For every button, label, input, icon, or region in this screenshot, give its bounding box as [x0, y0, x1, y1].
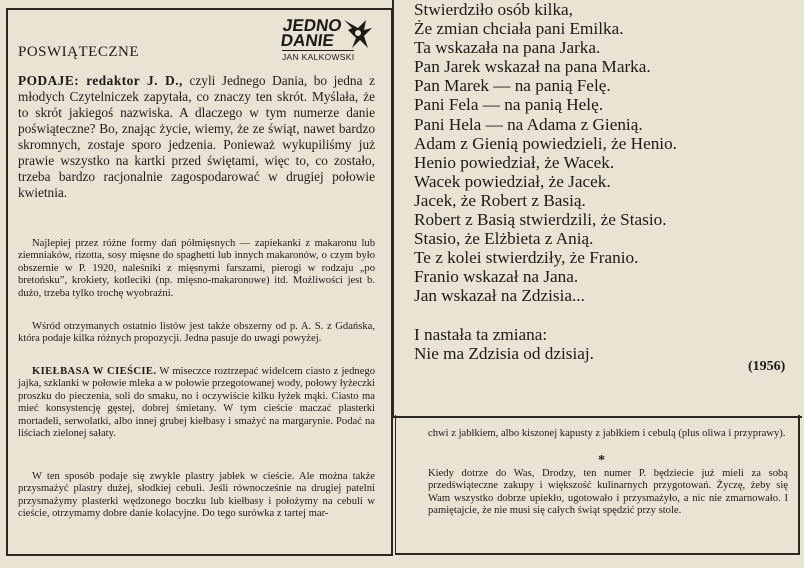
poem-line: Pan Jarek wskazał na pana Marka.: [414, 57, 651, 77]
fork-knife-icon: [340, 18, 376, 50]
poem-line: Henio powiedział, że Wacek.: [414, 152, 615, 172]
column-logo: [279, 16, 376, 66]
poem-line: Jacek, że Robert z Basią.: [414, 190, 586, 210]
recipe-title: KIEŁBASA W CIEŚCIE.: [32, 366, 157, 377]
poem-line: Franio wskazał na Jana.: [414, 267, 579, 287]
closing-paragraph: Kiedy dotrze do Was, Drodzy, ten numer P. będziecie już mieli za sobą przedświąteczne zakupy i większość kulinarnych przygotowań. Życzę, żeby się Wam wszystko dobrze upiekło, ugotowało i przysmażyło, a nic nie zmarnowało. I pamiętajcie, że nie musi się całych świąt spędzić przy stole.: [428, 468, 788, 517]
poem-line: Pani Hela — na Adama z Gienią.: [414, 114, 643, 134]
poem-line: Pan Marek — na panią Felę.: [414, 76, 611, 96]
column-divider: [392, 0, 394, 418]
paragraph-1: Najlepiej przez różne formy dań półmięsnych — zapiekanki z makaronu lub ziemniaków, rizotta, sosy mięsne do spaghetti lub innych makaronów, o czym było obszernie w P. 1920, naleśniki z mięsnymi farszami, pierogi w rodzaju „po bretońsku”, krokiety, kotleciki (np. mięsno-makaronowe) itd. Możliwości jest b. dużo, trzeba tylko trochę wyobraźni.: [18, 238, 375, 299]
poem-line: [414, 306, 677, 325]
lead-text: czyli Jednego Dania, bo jedna z młodych Czytelniczek zapytała, co znaczy ten skrót. Myślała, że to skrót jakiegoś nazwiska. A dlaczego w tym numerze danie poświąteczne? Bo, znając życie, wiemy, że ze świąt, nawet bardzo skromnych, zostaje sporo jedzenia. Ponieważ wykupiliśmy już prawie wszystko na kartki przed świętami, więc to, co zostało, trzeba bardzo racjonalnie zagospodarować w drugiej połowie kwietnia.: [18, 73, 375, 200]
poem-line: Te z kolei stwierdziły, że Franio.: [414, 248, 639, 268]
poem-line: Jan wskazał na Zdzisia...: [414, 286, 585, 306]
poem: [414, 0, 677, 363]
poem-line: Ta wskazała na pana Jarka.: [414, 38, 601, 58]
poem-line: Wacek powiedział, że Jacek.: [414, 171, 611, 191]
paragraph-3: [18, 366, 375, 440]
poem-line: Adam z Gienią powiedzieli, że Henio.: [414, 133, 677, 153]
poem-line: Że zmian chciała pani Emilka.: [414, 19, 624, 39]
paragraph-4: W ten sposób podaje się zwykle plastry jabłek w cieście. Ale można także przysmażyć plastry dużej, słodkiej cebuli. Jeśli równocześnie na drugiej patelni przysmażymy plasterki wędzonego boczku lub kiełbasy i położymy na cebuli w cieście, otrzymamy dobre danie kolacyjne. Do tego surówka z tartej mar-: [18, 471, 375, 520]
poem-year: (1956): [748, 359, 786, 374]
box-top-rule: [392, 416, 802, 418]
separator-asterisk: *: [598, 453, 605, 468]
lead-paragraph: [18, 73, 375, 201]
poem-line: Robert z Basią stwierdzili, że Stasio.: [414, 210, 667, 230]
poem-line: Nie ma Zdzisia od dzisiaj.: [414, 343, 594, 363]
recipe-text: W miseczce roztrzepać widelcem ciasto z jednego jajka, szklanki w połowie mleka a w połowie przegotowanej wody, połowy łyżeczki proszku do pieczenia, soli do smaku, no i oczywiście kilku łyżek mąki. Ciasto ma mieć konsystencję gęstej, dobrej śmietany. W tym cieście maczać plasterki mortadeli, serwolatki, albo innej grubej kiełbasy i smażyć na margarynie. Podać na liściach zielonej sałaty.: [18, 366, 375, 440]
logo-author: JAN KALKOWSKI: [282, 52, 355, 62]
lead-label: PODAJE: redaktor J. D.,: [18, 73, 183, 88]
section-title: POSWIĄTECZNE: [18, 44, 139, 60]
paragraph-2: Wśród otrzymanych ostatnio listów jest także obszerny od p. A. S. z Gdańska, która podaje kilka różnych propozycji. Jedna pasuje do uwagi powyżej.: [18, 321, 375, 345]
continuation-text: chwi z jabłkiem, albo kiszonej kapusty z jabłkiem i cebulą (plus oliwa i przyprawy).: [428, 428, 786, 439]
poem-line: Pani Fela — na panią Helę.: [414, 95, 604, 115]
poem-line: Stwierdziło osób kilka,: [414, 0, 573, 19]
logo-brand: JEDNO DANIE: [279, 16, 343, 50]
poem-line: Stasio, że Elżbieta z Anią.: [414, 229, 594, 249]
poem-line: I nastała ta zmiana:: [414, 324, 548, 344]
